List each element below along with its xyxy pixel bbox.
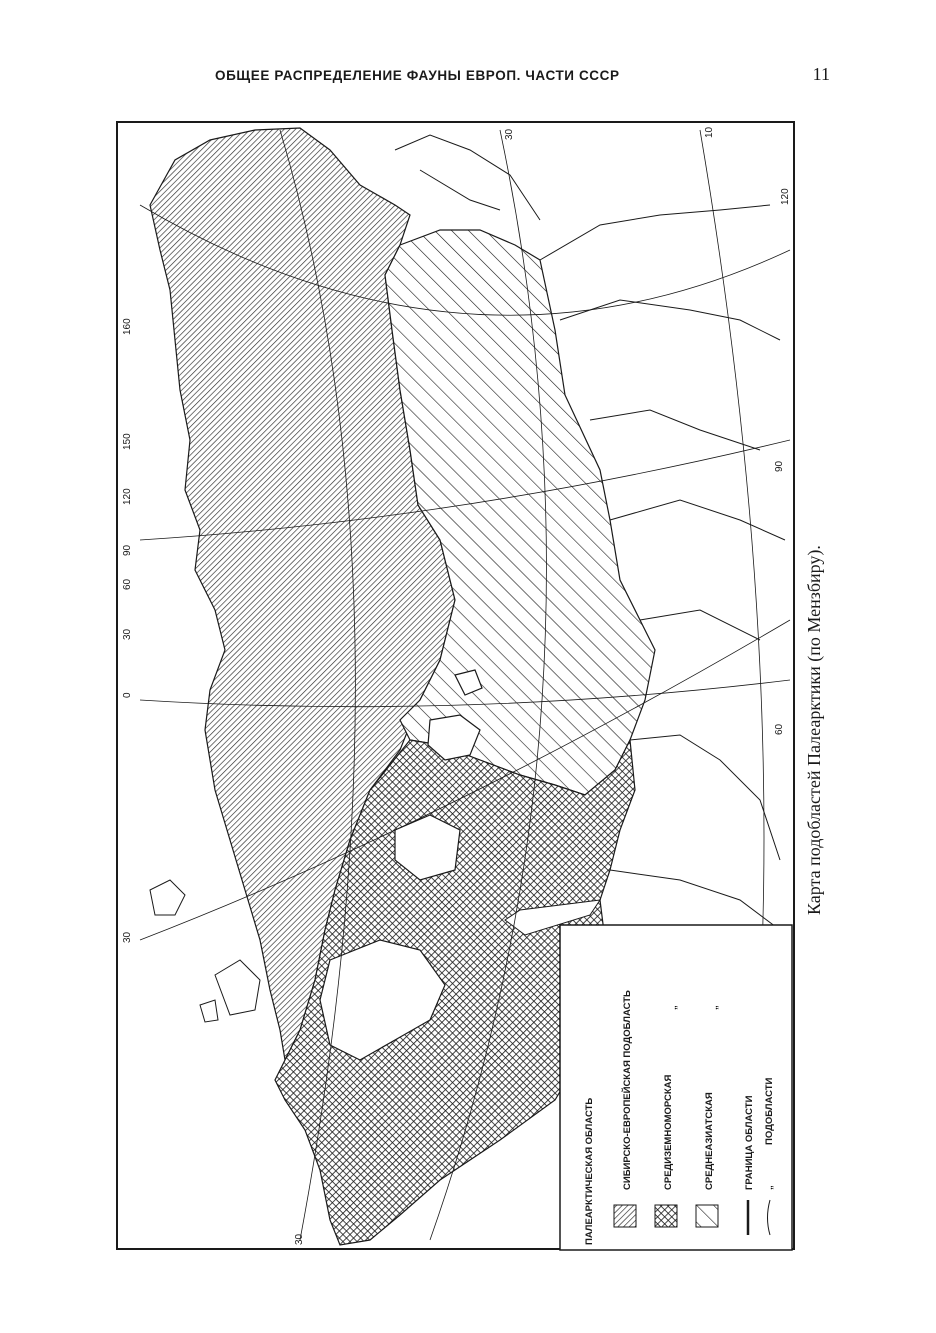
legend-swatch-central-asian — [696, 1205, 718, 1227]
legend-label-siberian-european: СИБИРСКО-ЕВРОПЕЙСКАЯ ПОДОБЛАСТЬ — [622, 990, 633, 1190]
graticule-label: 90 — [774, 460, 785, 472]
page-number: 11 — [812, 64, 830, 84]
graticule-label: 160 — [122, 318, 133, 335]
legend-swatch-siberian-european — [614, 1205, 636, 1227]
graticule-label: 30 — [294, 1233, 305, 1245]
legend-ditto-subregion: „ — [764, 1185, 775, 1190]
land-outline-british-isles — [200, 960, 260, 1022]
graticule-label: 10 — [704, 126, 715, 138]
graticule-label: 120 — [122, 488, 133, 505]
legend-ditto-mediterranean: „ — [668, 1005, 679, 1010]
graticule-label: 60 — [122, 578, 133, 590]
legend-title: ПАЛЕАРКТИЧЕСКАЯ ОБЛАСТЬ — [584, 1097, 595, 1245]
graticule-label: 120 — [780, 188, 791, 205]
graticule-label: 0 — [122, 692, 133, 698]
land-outline-north — [395, 135, 540, 220]
legend-swatch-mediterranean — [655, 1205, 677, 1227]
land-outline-iceland — [150, 880, 185, 915]
graticule-label: 150 — [122, 433, 133, 450]
legend-label-mediterranean: СРЕДИЗЕМНОМОРСКАЯ — [663, 1074, 674, 1190]
graticule-label: 60 — [774, 723, 785, 735]
legend-label-subregion-boundary: ПОДОБЛАСТИ — [764, 1077, 775, 1145]
graticule-label: 90 — [122, 544, 133, 556]
legend — [560, 925, 792, 1250]
graticule-label: 30 — [504, 128, 515, 140]
land-outline-arabia — [610, 735, 780, 930]
legend-label-central-asian: СРЕДНЕАЗИАТСКАЯ — [704, 1092, 715, 1190]
figure-caption: Карта подобластей Палеарктики (по Мензбиру). — [804, 545, 824, 915]
running-head-title: ОБЩЕЕ РАСПРЕДЕЛЕНИЕ ФАУНЫ ЕВРОП. ЧАСТИ СССР — [215, 68, 620, 83]
graticule-label: 30 — [122, 931, 133, 943]
legend-label-region-boundary: ГРАНИЦА ОБЛАСТИ — [744, 1095, 755, 1190]
legend-ditto-central-asian: „ — [709, 1005, 720, 1010]
graticule-label: 30 — [122, 628, 133, 640]
